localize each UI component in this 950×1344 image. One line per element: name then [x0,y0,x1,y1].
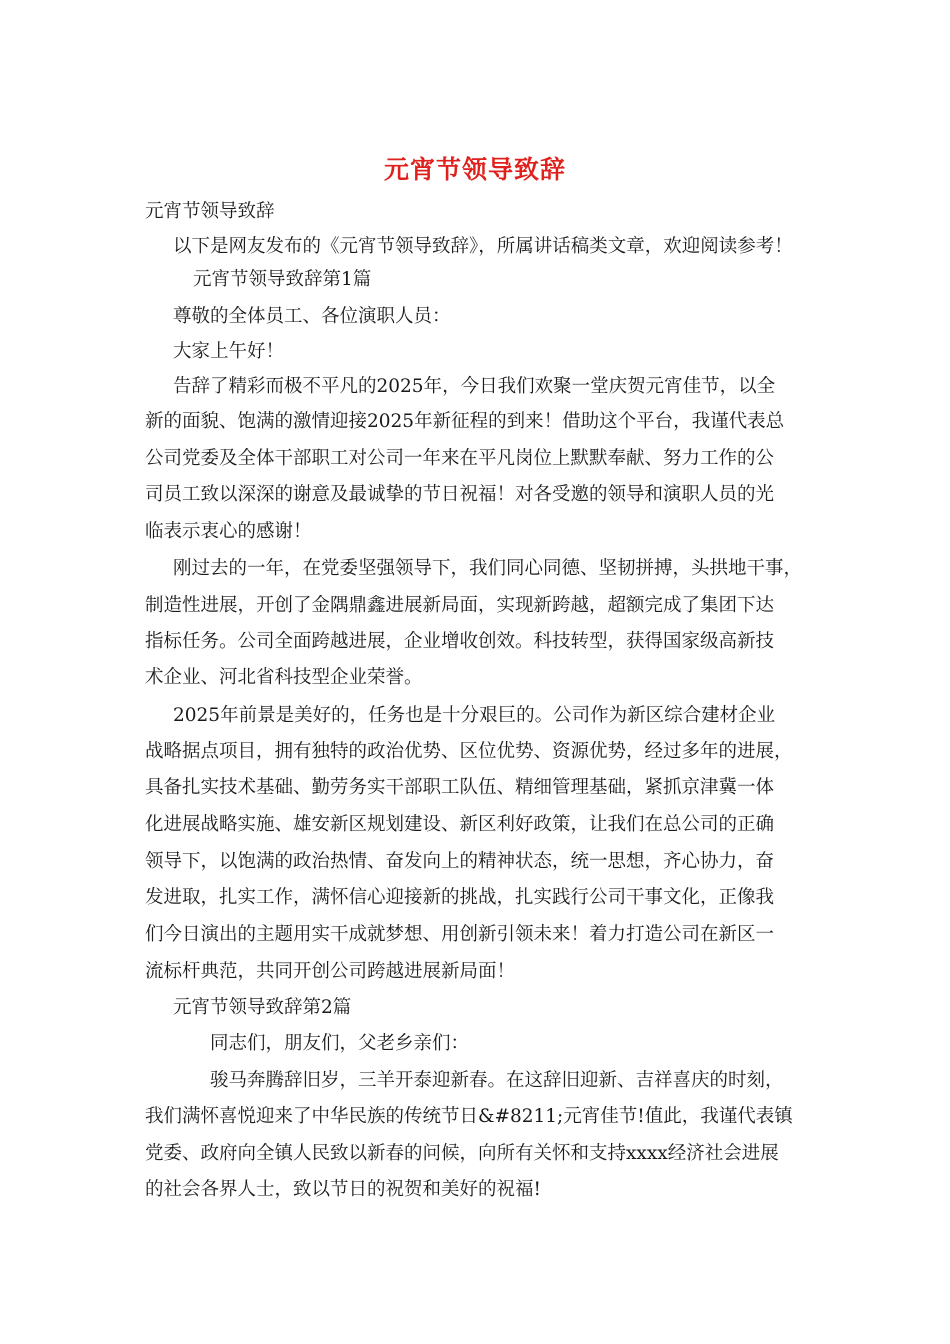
paragraph-line: 发进取，扎实工作，满怀信心迎接新的挑战，扎实践行公司干事文化，正像我 [145,887,775,908]
paragraph-line: 党委、政府向全镇人民致以新春的问候，向所有关怀和支持xxxx经济社会进展 [145,1143,779,1164]
paragraph-line: 战略据点项目，拥有独特的政治优势、区位优势、资源优势，经过多年的进展， [145,741,793,762]
paragraph-line: 骏马奔腾辞旧岁，三羊开泰迎新春。在这辞旧迎新、吉祥喜庆的时刻， [210,1070,784,1091]
paragraph-line: 流标杆典范，共同开创公司跨越进展新局面！ [145,961,516,982]
paragraph-line: 2025年前景是美好的，任务也是十分艰巨的。公司作为新区综合建材企业 [173,705,776,726]
paragraph-line: 们今日演出的主题用实干成就梦想、用创新引领未来！着力打造公司在新区一 [145,924,775,945]
paragraph-line: 术企业、河北省科技型企业荣誉。 [145,667,423,688]
paragraph-line: 我们满怀喜悦迎来了中华民族的传统节日&#8211;元宵佳节!值此，我谨代表镇 [145,1106,793,1127]
paragraph-line: 刚过去的一年，在党委坚强领导下，我们同心同德、坚韧拼搏，头拱地干事， [173,558,803,579]
paragraph-line: 的社会各界人士，致以节日的祝贺和美好的祝福! [145,1179,541,1200]
document-title: 元宵节领导致辞 [383,155,566,184]
intro-line: 以下是网友发布的《元宵节领导致辞》，所属讲话稿类文章，欢迎阅读参考！ [173,236,793,257]
section-heading-2: 元宵节领导致辞第2篇 [173,997,352,1018]
paragraph-line: 具备扎实技术基础、勤劳务实干部职工队伍、精细管理基础，紧抓京津冀一体 [145,777,775,798]
paragraph-line: 指标任务。公司全面跨越进展，企业增收创效。科技转型，获得国家级高新技 [145,631,775,652]
paragraph-line: 领导下，以饱满的政治热情、奋发向上的精神状态，统一思想，齐心协力，奋 [145,851,775,872]
paragraph-line: 新的面貌、饱满的激情迎接2025年新征程的到来！借助这个平台，我谨代表总 [145,411,785,432]
paragraph-line: 化进展战略实施、雄安新区规划建设、新区利好政策，让我们在总公司的正确 [145,814,775,835]
section-heading-1: 元宵节领导致辞第1篇 [193,269,372,290]
salutation-line: 尊敬的全体员工、各位演职人员： [173,306,451,327]
paragraph-line: 制造性进展，开创了金隅鼎鑫进展新局面，实现新跨越，超额完成了集团下达 [145,595,775,616]
subtitle-line: 元宵节领导致辞 [145,201,275,222]
paragraph-line: 临表示衷心的感谢！ [145,521,312,542]
greeting-line: 大家上午好！ [173,341,285,362]
paragraph-line: 告辞了精彩而极不平凡的2025年，今日我们欢聚一堂庆贺元宵佳节，以全 [173,376,776,397]
paragraph-line: 司员工致以深深的谢意及最诚挚的节日祝福！对各受邀的领导和演职人员的光 [145,484,775,505]
paragraph-line: 公司党委及全体干部职工对公司一年来在平凡岗位上默默奉献、努力工作的公 [145,448,775,469]
salutation-line: 同志们，朋友们，父老乡亲们： [210,1033,470,1054]
